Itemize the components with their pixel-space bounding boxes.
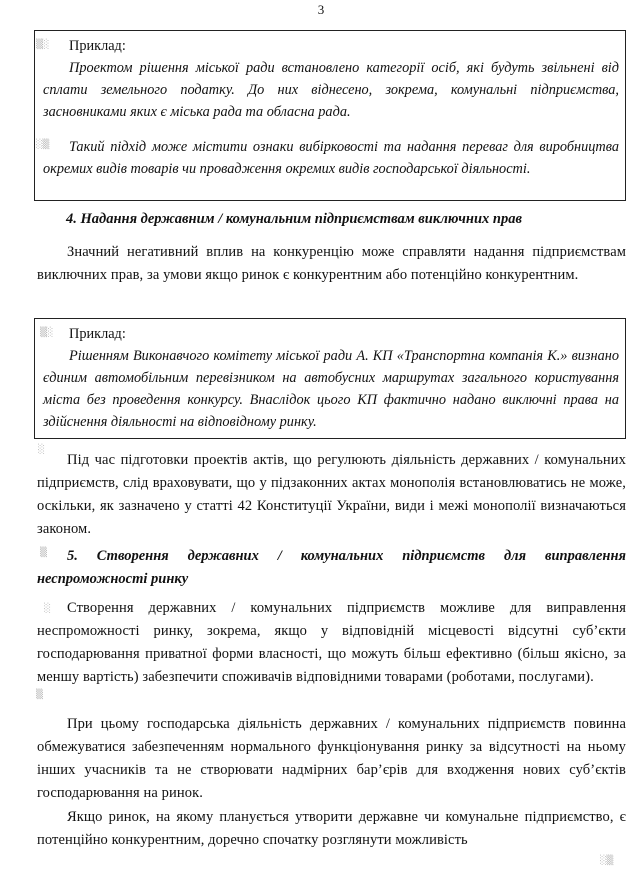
example-paragraph: Проектом рішення міської ради встановлено категорії осіб, які будуть звільнені від сплати земельного податку. До них віднесено, зокрема, комунальні підприємства, засновниками яких є міська рада та обласна рада. [43,60,619,120]
section-heading-4: 4. Надання державним / комунальним підприємствам виключних прав [66,211,522,227]
example-label: Приклад: [69,38,126,54]
example-paragraph: Такий підхід може містити ознаки вибірковості та надання переваг для виробництва окремих видів товарів чи провадження окремих видів господарської діяльності. [43,139,619,177]
body-paragraph: Якщо ринок, на якому планується утворити державне чи комунальне підприємство, є потенційно конкурентним, доречно спочатку розглянути можливість [37,809,626,848]
scan-noise-mark: ▒░ [36,40,49,50]
example-label: Приклад: [69,326,126,342]
example-box-1 [34,30,626,201]
scan-noise-mark: ░▒ [36,140,49,150]
body-paragraph: При цьому господарська діяльність державних / комунальних підприємств повинна обмежуватися забезпеченням нормального функціонування ринку за відсутності на ньому інших учасників та не створювати надмірних бар’єрів для входження нових суб’єктів господарювання на ринок. [37,716,626,801]
scan-noise-mark: ░▒ [600,856,613,866]
body-paragraph: Значний негативний вплив на конкуренцію може справляти надання підприємствам виключних прав, за умови якщо ринок є конкурентним або потенційно конкурентним. [37,244,626,283]
body-paragraph: Створення державних / комунальних підприємств можливе для виправлення неспроможності ринку, зокрема, якщо у відповідній місцевості відсутні суб’єкти господарювання приватної форми власності, що можуть більш ефективно (більш якісно, за меншу вартість) забезпечити споживачів відповідними товарами (роботами, послугами). [37,600,626,685]
example-paragraph: Рішенням Виконавчого комітету міської ради А. КП «Транспортна компанія К.» визнано єдиним автомобільним перевізником на автобусних маршрутах загального користування міста без проведення конкурсу. Внаслідок цього КП фактично надано виключні права на здійснення діяльності на відповідному ринку. [43,348,619,430]
scan-noise-mark: ░ [38,445,45,455]
scan-noise-mark: ░ [44,604,51,614]
section-heading-5: 5. Створення державних / комунальних підприємств для виправлення неспроможності ринку [37,548,626,587]
body-paragraph: Під час підготовки проектів актів, що регулюють діяльність державних / комунальних підприємств, слід враховувати, що у підзаконних актах монополія встановлюватись не може, оскільки, як зазначено у статті 42 Конституції України, види і межі монополії визначаються законом. [37,452,626,537]
scan-noise-mark: ▒ [36,690,43,700]
scan-noise-mark: ▒░ [40,328,53,338]
scan-noise-mark: ▒ [40,548,47,558]
page-number: 3 [317,2,325,17]
example-box-2 [34,318,626,439]
